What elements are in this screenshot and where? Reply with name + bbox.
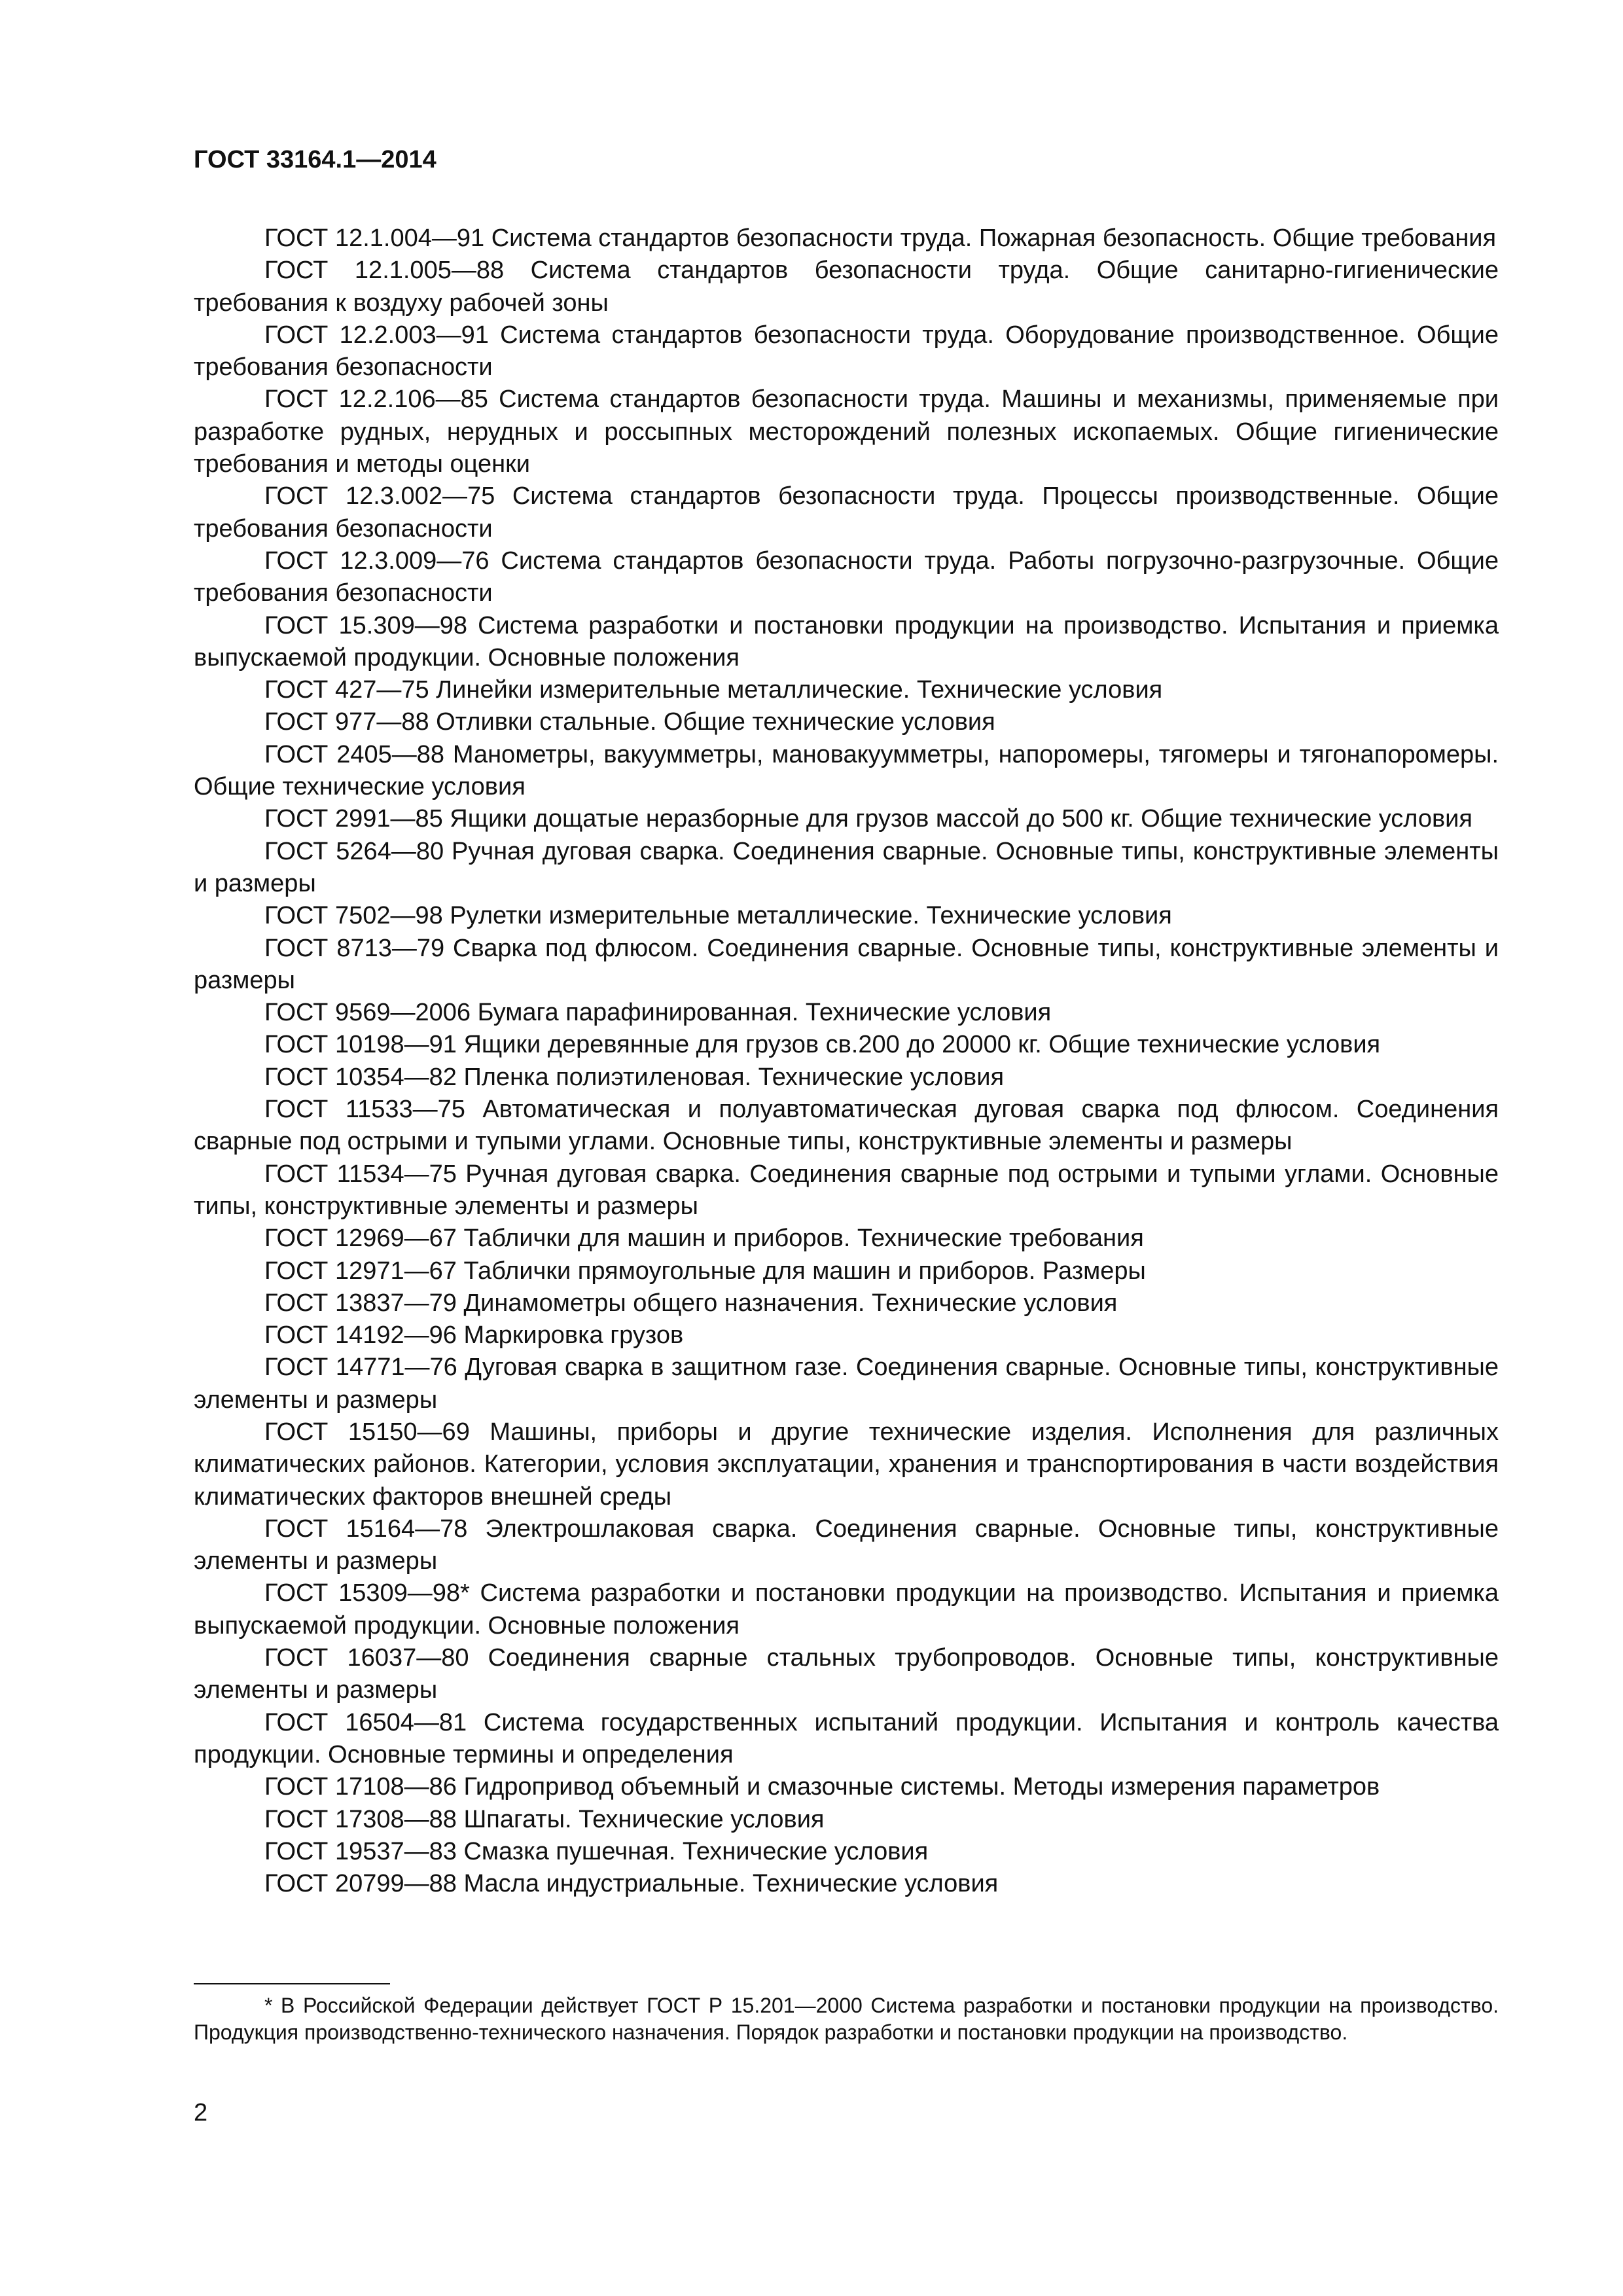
reference-item: ГОСТ 11534—75 Ручная дуговая сварка. Соединения сварные под острыми и тупыми углами. Основные типы, конструктивные элементы и размеры xyxy=(194,1160,1499,1220)
normative-references-list xyxy=(194,223,1499,1900)
reference-item: ГОСТ 12.1.004—91 Система стандартов безопасности труда. Пожарная безопасность. Общие требования xyxy=(264,224,1497,252)
reference-item: ГОСТ 427—75 Линейки измерительные металлические. Технические условия xyxy=(264,676,1163,704)
reference-item: ГОСТ 16504—81 Система государственных испытаний продукции. Испытания и контроль качества продукции. Основные термины и определения xyxy=(194,1708,1499,1768)
standard-header: ГОСТ 33164.1—2014 xyxy=(194,146,437,173)
reference-item: ГОСТ 11533—75 Автоматическая и полуавтоматическая дуговая сварка под флюсом. Соединения сварные под острыми и тупыми углами. Основные типы, конструктивные элементы и размеры xyxy=(194,1096,1499,1156)
reference-item: ГОСТ 977—88 Отливки стальные. Общие технические условия xyxy=(264,708,995,736)
reference-item: ГОСТ 12969—67 Таблички для машин и приборов. Технические требования xyxy=(264,1225,1144,1253)
reference-item: ГОСТ 14192—96 Маркировка грузов xyxy=(264,1321,684,1350)
reference-item: ГОСТ 10354—82 Пленка полиэтиленовая. Технические условия xyxy=(264,1063,1005,1091)
footnote-divider xyxy=(194,1983,390,1984)
reference-item: ГОСТ 12.2.106—85 Система стандартов безопасности труда. Машины и механизмы, применяемые при разработке рудных, нерудных и россыпных месторождений полезных ископаемых. Общие гигиенические требования и методы оценки xyxy=(194,386,1499,478)
document-page xyxy=(194,0,1499,2296)
reference-item: ГОСТ 12971—67 Таблички прямоугольные для машин и приборов. Размеры xyxy=(264,1257,1146,1285)
reference-item: ГОСТ 12.3.002—75 Система стандартов безопасности труда. Процессы производственные. Общие требования безопасности xyxy=(194,482,1499,543)
reference-item: ГОСТ 5264—80 Ручная дуговая сварка. Соединения сварные. Основные типы, конструктивные элементы и размеры xyxy=(194,837,1499,897)
reference-item: ГОСТ 8713—79 Сварка под флюсом. Соединения сварные. Основные типы, конструктивные элементы и размеры xyxy=(194,934,1499,994)
reference-item: ГОСТ 14771—76 Дуговая сварка в защитном газе. Соединения сварные. Основные типы, конструктивные элементы и размеры xyxy=(194,1354,1499,1414)
reference-item: ГОСТ 10198—91 Ящики деревянные для грузов св.200 до 20000 кг. Общие технические условия xyxy=(264,1031,1381,1059)
reference-item: ГОСТ 12.2.003—91 Система стандартов безопасности труда. Оборудование производственное. Общие требования безопасности xyxy=(194,321,1499,382)
reference-item: ГОСТ 7502—98 Рулетки измерительные металлические. Технические условия xyxy=(264,902,1172,930)
reference-item: ГОСТ 17308—88 Шпагаты. Технические условия xyxy=(264,1805,825,1833)
reference-item: ГОСТ 12.1.005—88 Система стандартов безопасности труда. Общие санитарно-гигиенические требования к воздуху рабочей зоны xyxy=(194,257,1499,317)
reference-item: ГОСТ 13837—79 Динамометры общего назначения. Технические условия xyxy=(264,1289,1118,1317)
reference-item: ГОСТ 15164—78 Электрошлаковая сварка. Соединения сварные. Основные типы, конструктивные элементы и размеры xyxy=(194,1515,1499,1575)
reference-item: ГОСТ 16037—80 Соединения сварные стальных трубопроводов. Основные типы, конструктивные элементы и размеры xyxy=(194,1644,1499,1704)
reference-item: ГОСТ 17108—86 Гидропривод объемный и смазочные системы. Методы измерения параметров xyxy=(264,1773,1380,1801)
reference-item: ГОСТ 2991—85 Ящики дощатые неразборные для грузов массой до 500 кг. Общие технические условия xyxy=(264,805,1472,833)
reference-item: ГОСТ 19537—83 Смазка пушечная. Технические условия xyxy=(264,1837,929,1865)
page-number: 2 xyxy=(194,2099,208,2126)
reference-item: ГОСТ 20799—88 Масла индустриальные. Технические условия xyxy=(264,1870,999,1898)
reference-item: ГОСТ 15.309—98 Система разработки и постановки продукции на производство. Испытания и приемка выпускаемой продукции. Основные положения xyxy=(194,611,1499,672)
reference-item: ГОСТ 9569—2006 Бумага парафинированная. Технические условия xyxy=(264,999,1052,1027)
reference-item: ГОСТ 12.3.009—76 Система стандартов безопасности труда. Работы погрузочно-разгрузочные. Общие требования безопасности xyxy=(194,547,1499,607)
reference-item: ГОСТ 15150—69 Машины, приборы и другие технические изделия. Исполнения для различных климатических районов. Категории, условия эксплуатации, хранения и транспортирования в части воздействия климатических факторов внешней среды xyxy=(194,1418,1499,1511)
reference-item: ГОСТ 15309—98* Система разработки и постановки продукции на производство. Испытания и приемка выпускаемой продукции. Основные положения xyxy=(194,1579,1499,1640)
reference-item: ГОСТ 2405—88 Манометры, вакуумметры, мановакуумметры, напоромеры, тягомеры и тягонапоромеры. Общие технические условия xyxy=(194,740,1499,801)
footnote: * В Российской Федерации действует ГОСТ Р 15.201—2000 Система разработки и постановки продукции на производство. Продукция производственно-технического назначения. Порядок разработки и постановки продукции на производство. xyxy=(194,1994,1499,2044)
